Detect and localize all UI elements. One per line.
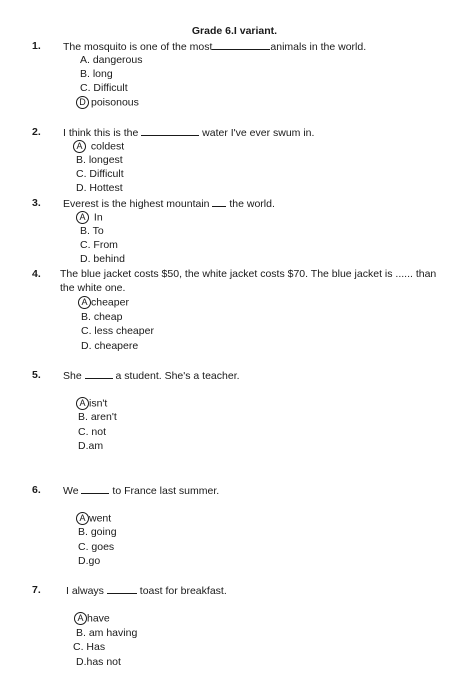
question-3-text-end: the world. [229, 198, 275, 210]
question-1-text-end: animals in the world. [270, 41, 367, 53]
q1-option-d-text: poisonous [91, 96, 139, 109]
question-1-number: 1. [32, 40, 41, 52]
question-2-text-end: water I've ever swum in. [202, 127, 315, 139]
q4-option-b: B. cheap [81, 311, 123, 323]
q6-option-d: D.go [78, 555, 101, 567]
q3-option-a-text: In [93, 211, 103, 224]
question-4-number: 4. [32, 268, 41, 280]
answer-blank [85, 369, 113, 379]
question-7-text [66, 584, 227, 597]
question-6-number: 6. [32, 484, 41, 496]
question-5-text [63, 369, 240, 382]
answer-blank [141, 126, 199, 136]
question-5-text-end: a student. She's a teacher. [115, 370, 240, 382]
worksheet-title: Grade 6.I variant. [191, 25, 278, 37]
question-7-number: 7. [32, 584, 41, 596]
q7-option-a [74, 612, 110, 625]
q7-option-a-text: have [87, 612, 110, 625]
q1-option-b: B. long [80, 68, 113, 80]
answer-blank [212, 197, 226, 207]
question-3-text [63, 197, 275, 210]
answer-blank [81, 484, 109, 494]
q5-option-a-text: isn't [89, 397, 108, 410]
question-1-text-start: The mosquito is one of the most [63, 41, 213, 53]
question-6-text [63, 484, 219, 497]
question-1-text [63, 40, 366, 53]
q4-option-d: D. cheapere [81, 340, 139, 352]
q7-option-b: B. am having [76, 627, 138, 639]
answer-blank [107, 584, 137, 594]
question-7-text-start: I always [66, 585, 104, 597]
question-2-text [63, 126, 314, 139]
q4-option-a-text: cheaper [91, 296, 129, 309]
q3-option-b: B. To [80, 225, 104, 237]
q3-option-c: C. From [80, 239, 118, 251]
question-7-text-end: toast for breakfast. [139, 585, 227, 597]
q6-option-a [76, 512, 111, 525]
q6-option-a-text: went [89, 512, 112, 525]
question-5-number: 5. [32, 369, 41, 381]
circled-answer-mark: A [76, 512, 89, 525]
question-4-text-continued: the white one. [60, 282, 126, 294]
q3-option-a [76, 211, 103, 224]
q2-option-a-text: coldest [90, 140, 125, 153]
q1-option-d [76, 96, 139, 109]
circled-answer-mark: D [76, 96, 89, 109]
q2-option-d: D. Hottest [76, 182, 123, 194]
circled-answer-mark: A [78, 296, 91, 309]
question-5-text-start: She [63, 370, 82, 382]
q2-option-a [73, 140, 124, 153]
q5-option-c: C. not [78, 426, 107, 438]
q7-option-d: D.has not [76, 656, 121, 668]
question-6-text-start: We [63, 485, 79, 497]
q6-option-c: C. goes [78, 541, 115, 553]
question-3-number: 3. [32, 197, 41, 209]
q6-option-b: B. going [78, 526, 117, 538]
circled-answer-mark: A [73, 140, 86, 153]
q2-option-c: C. Difficult [76, 168, 124, 180]
q7-option-c: C. Has [73, 641, 106, 653]
q2-option-b: B. longest [76, 154, 123, 166]
circled-answer-mark: A [76, 397, 89, 410]
question-4-text: The blue jacket costs $50, the white jacket costs $70. The blue jacket is ...... than [60, 268, 437, 280]
question-2-text-start: I think this is the [63, 127, 139, 139]
question-2-number: 2. [32, 126, 41, 138]
circled-answer-mark: A [76, 211, 89, 224]
question-6-text-end: to France last summer. [112, 485, 220, 497]
q4-option-c: C. less cheaper [81, 325, 154, 337]
answer-blank [212, 40, 270, 50]
q4-option-a [78, 296, 129, 309]
q1-option-a: A. dangerous [80, 54, 143, 66]
q3-option-d: D. behind [80, 253, 125, 265]
q1-option-c: C. Difficult [80, 82, 128, 94]
q5-option-d: D.am [78, 440, 104, 452]
q5-option-a [76, 397, 107, 410]
circled-answer-mark: A [74, 612, 87, 625]
question-3-text-start: Everest is the highest mountain [63, 198, 210, 210]
q5-option-b: B. aren't [78, 411, 117, 423]
